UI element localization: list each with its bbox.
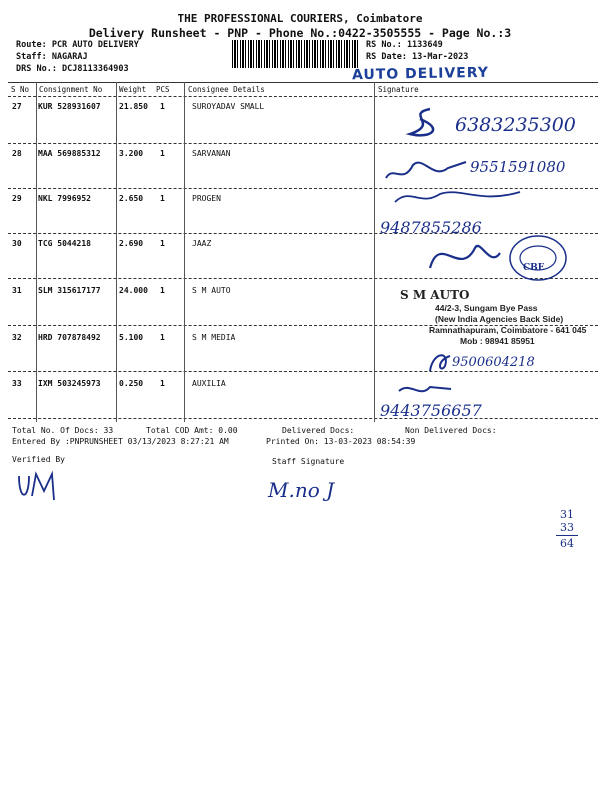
company-seal <box>420 228 570 288</box>
drs-number: DRS No.: DCJ8113364903 <box>16 64 129 74</box>
header-divider <box>8 96 598 97</box>
col-divider <box>116 82 117 422</box>
tally-b: 33 <box>560 521 574 534</box>
col-header-sno: S No <box>11 85 30 94</box>
staff-signature: M.no J <box>268 478 335 502</box>
rs-number: RS No.: 1133649 <box>366 40 443 50</box>
row-pcs: 1 <box>160 239 165 248</box>
row-weight: 0.250 <box>119 379 144 388</box>
stamp-title: S M AUTO <box>400 288 470 302</box>
row-consignee: SARVANAN <box>192 149 231 158</box>
staff-signature-label: Staff Signature <box>272 457 345 466</box>
row-consignment: SLM 315617177 <box>38 286 101 295</box>
tally-line <box>556 535 578 536</box>
signature-scribble <box>425 346 455 376</box>
row-consignment: IXM 503245973 <box>38 379 101 388</box>
col-header-consignment: Consignment No <box>39 85 103 94</box>
runsheet-subtitle: Delivery Runsheet - PNP - Phone No.:0422-3505555 - Page No.:3 <box>88 26 512 40</box>
row-pcs: 1 <box>160 102 165 111</box>
signature-phone: 6383235300 <box>455 114 576 136</box>
row-pcs: 1 <box>160 379 165 388</box>
row-consignment: MAA 569885312 <box>38 149 101 158</box>
row-sno: 32 <box>12 333 22 342</box>
row-sno: 31 <box>12 286 22 295</box>
row-weight: 21.850 <box>119 102 148 111</box>
tally-a: 31 <box>560 508 574 521</box>
signature-scribble <box>390 182 530 212</box>
signature-phone: 9443756657 <box>380 401 482 420</box>
row-weight: 3.200 <box>119 149 144 158</box>
signature-phone: 9551591080 <box>470 158 566 176</box>
signature-phone: 9500604218 <box>452 355 535 370</box>
stamp-mobile: Mob : 98941 85951 <box>460 336 535 346</box>
signature-scribble <box>395 377 455 401</box>
signature-scribble <box>400 104 460 144</box>
row-pcs: 1 <box>160 333 165 342</box>
col-divider <box>36 82 37 422</box>
signature-phone: 9487855286 <box>380 218 482 237</box>
col-divider <box>184 82 185 422</box>
non-delivered-docs: Non Delivered Docs: <box>405 426 497 435</box>
row-sno: 27 <box>12 102 22 111</box>
verifier-signature <box>14 466 74 506</box>
stamp-address-line2: (New India Agencies Back Side) <box>435 314 564 324</box>
row-weight: 24.000 <box>119 286 148 295</box>
staff: Staff: NAGARAJ <box>16 52 88 62</box>
row-sno: 28 <box>12 149 22 158</box>
total-docs: Total No. Of Docs: 33 <box>12 426 114 435</box>
table-top-border <box>8 82 598 83</box>
entered-by: Entered By :PNPRUNSHEET 03/13/2023 8:27:21 AM <box>12 437 229 446</box>
company-title: THE PROFESSIONAL COURIERS, Coimbatore <box>177 12 423 25</box>
delivered-docs: Delivered Docs: <box>282 426 355 435</box>
col-header-pcs: PCS <box>156 85 170 94</box>
row-weight: 2.690 <box>119 239 144 248</box>
row-pcs: 1 <box>160 149 165 158</box>
barcode <box>232 40 360 68</box>
row-consignment: KUR 528931607 <box>38 102 101 111</box>
total-cod: Total COD Amt: 0.00 <box>146 426 238 435</box>
row-consignment: NKL 7996952 <box>38 194 91 203</box>
col-header-consignee: Consignee Details <box>188 85 265 94</box>
row-consignee: S M MEDIA <box>192 333 236 342</box>
col-header-weight: Weight <box>119 85 147 94</box>
row-divider <box>8 418 598 419</box>
row-consignment: TCG 5044218 <box>38 239 91 248</box>
row-pcs: 1 <box>160 194 165 203</box>
row-sno: 33 <box>12 379 22 388</box>
row-weight: 2.650 <box>119 194 144 203</box>
row-divider <box>8 371 598 372</box>
row-consignee: SUROYADAV SMALL <box>192 102 265 111</box>
row-sno: 30 <box>12 239 22 248</box>
col-divider <box>374 82 375 422</box>
seal-text: CBE <box>523 263 545 273</box>
row-consignee: PROGEN <box>192 194 221 203</box>
row-consignee: S M AUTO <box>192 286 231 295</box>
route: Route: PCR AUTO DELIVERY <box>16 40 139 50</box>
row-weight: 5.100 <box>119 333 144 342</box>
tally-total: 64 <box>560 537 574 550</box>
row-consignee: AUXILIA <box>192 379 226 388</box>
col-header-signature: Signature <box>378 85 419 94</box>
verified-by-label: Verified By <box>12 455 65 464</box>
auto-delivery-stamp: AUTO DELIVERY <box>351 64 490 84</box>
stamp-address-line3: Ramnathapuram, Coimbatore - 641 045 <box>429 325 587 335</box>
row-consignee: JAAZ <box>192 239 212 248</box>
stamp-address-line1: 44/2-3, Sungam Bye Pass <box>435 303 538 313</box>
printed-on: Printed On: 13-03-2023 08:54:39 <box>266 437 416 446</box>
row-divider <box>8 143 598 144</box>
row-consignment: HRD 707878492 <box>38 333 101 342</box>
row-pcs: 1 <box>160 286 165 295</box>
row-sno: 29 <box>12 194 22 203</box>
rs-date: RS Date: 13-Mar-2023 <box>366 52 469 62</box>
